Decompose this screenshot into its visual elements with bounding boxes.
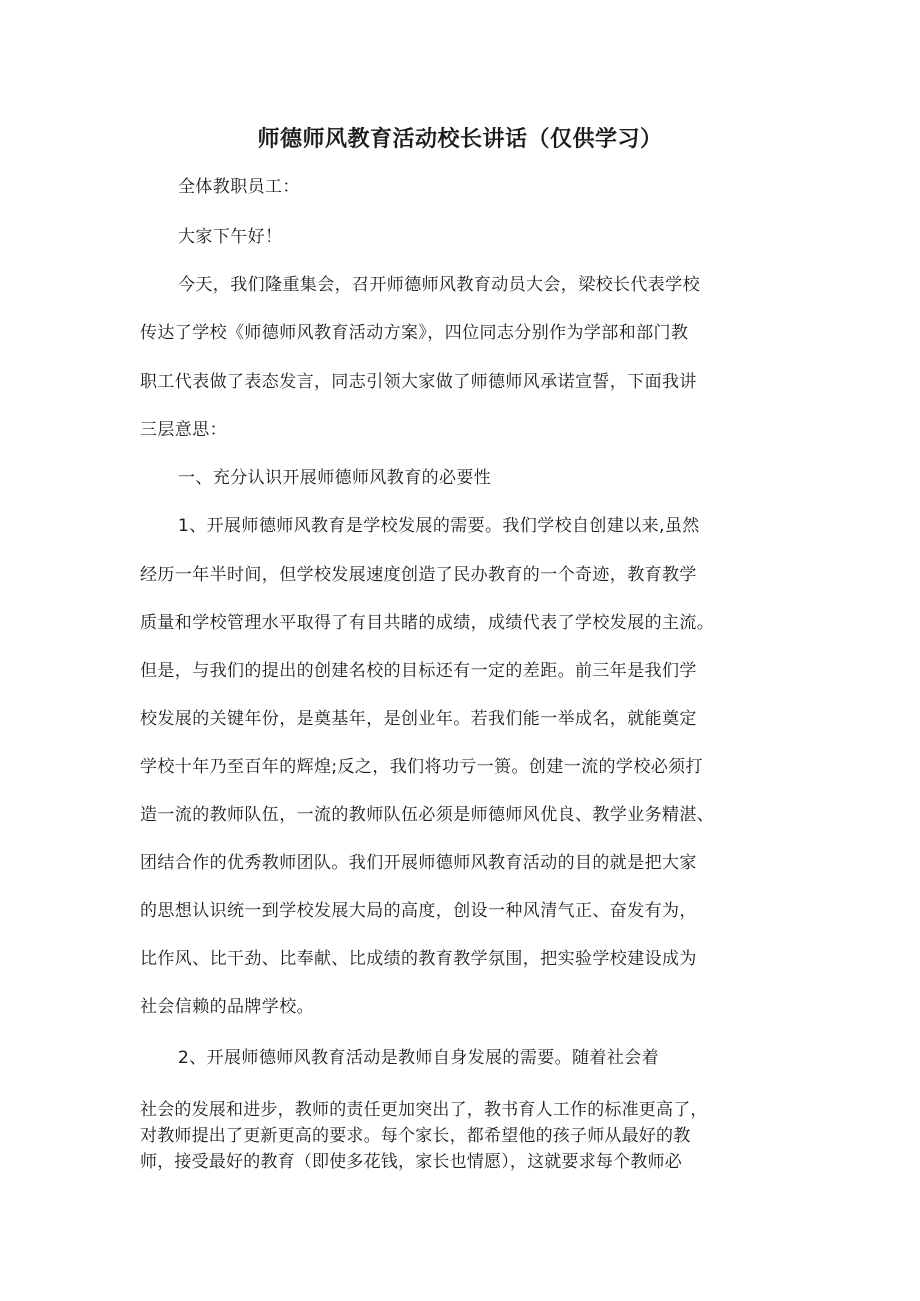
para2-line-4: 但是，与我们的提出的创建名校的目标还有一定的差距。前三年是我们学	[140, 661, 697, 681]
greeting: 全体教职员工：	[178, 177, 300, 197]
salutation: 大家下午好！	[178, 227, 283, 247]
para2-line-5: 校发展的关键年份，是奠基年，是创业年。若我们能一举成名，就能奠定	[140, 709, 697, 729]
para2-line-9: 的思想认识统一到学校发展大局的高度，创设一种风清气正、奋发有为，	[140, 901, 697, 921]
para2-line-6: 学校十年乃至百年的辉煌;反之，我们将功亏一篑。创建一流的学校必须打	[140, 757, 703, 777]
para3-line-1: 2、开展师德师风教育活动是教师自身发展的需要。随着社会着	[178, 1048, 660, 1068]
section-heading-1: 一、充分认识开展师德师风教育的必要性	[178, 468, 492, 488]
para2-line-1: 1、开展师德师风教育是学校发展的需要。我们学校自创建以来,虽然	[178, 516, 700, 536]
para2-line-3: 质量和学校管理水平取得了有目共睹的成绩，成绩代表了学校发展的主流。	[140, 613, 715, 633]
para2-line-8: 团结合作的优秀教师团队。我们开展师德师风教育活动的目的就是把大家	[140, 853, 697, 873]
document-title: 师德师风教育活动校长讲话（仅供学习）	[257, 127, 663, 152]
para1-line-2: 传达了学校《师德师风教育活动方案》，四位同志分别作为学部和部门教	[140, 323, 689, 343]
para2-line-2: 经历一年半时间，但学校发展速度创造了民办教育的一个奇迹，教育教学	[140, 565, 697, 585]
para3-line-3: 对教师提出了更新更高的要求。每个家长，都希望他的孩子师从最好的教	[140, 1126, 691, 1146]
para2-line-10: 比作风、比干劲、比奉献、比成绩的教育教学氛围，把实验学校建设成为	[140, 949, 697, 969]
para2-line-11: 社会信赖的品牌学校。	[140, 997, 314, 1017]
para3-line-2: 社会的发展和进步，教师的责任更加突出了，教书育人工作的标准更高了，	[140, 1100, 708, 1120]
para1-line-4: 三层意思：	[140, 420, 227, 440]
para1-line-1: 今天，我们隆重集会，召开师德师风教育动员大会，梁校长代表学校	[178, 275, 700, 295]
para3-line-4: 师，接受最好的教育（即使多花钱，家长也情愿），这就要求每个教师必	[140, 1152, 682, 1172]
para2-line-7: 造一流的教师队伍，一流的教师队伍必须是师德师风优良、教学业务精湛、	[140, 805, 715, 825]
para1-line-3: 职工代表做了表态发言，同志引领大家做了师德师风承诺宣誓，下面我讲	[140, 372, 697, 392]
